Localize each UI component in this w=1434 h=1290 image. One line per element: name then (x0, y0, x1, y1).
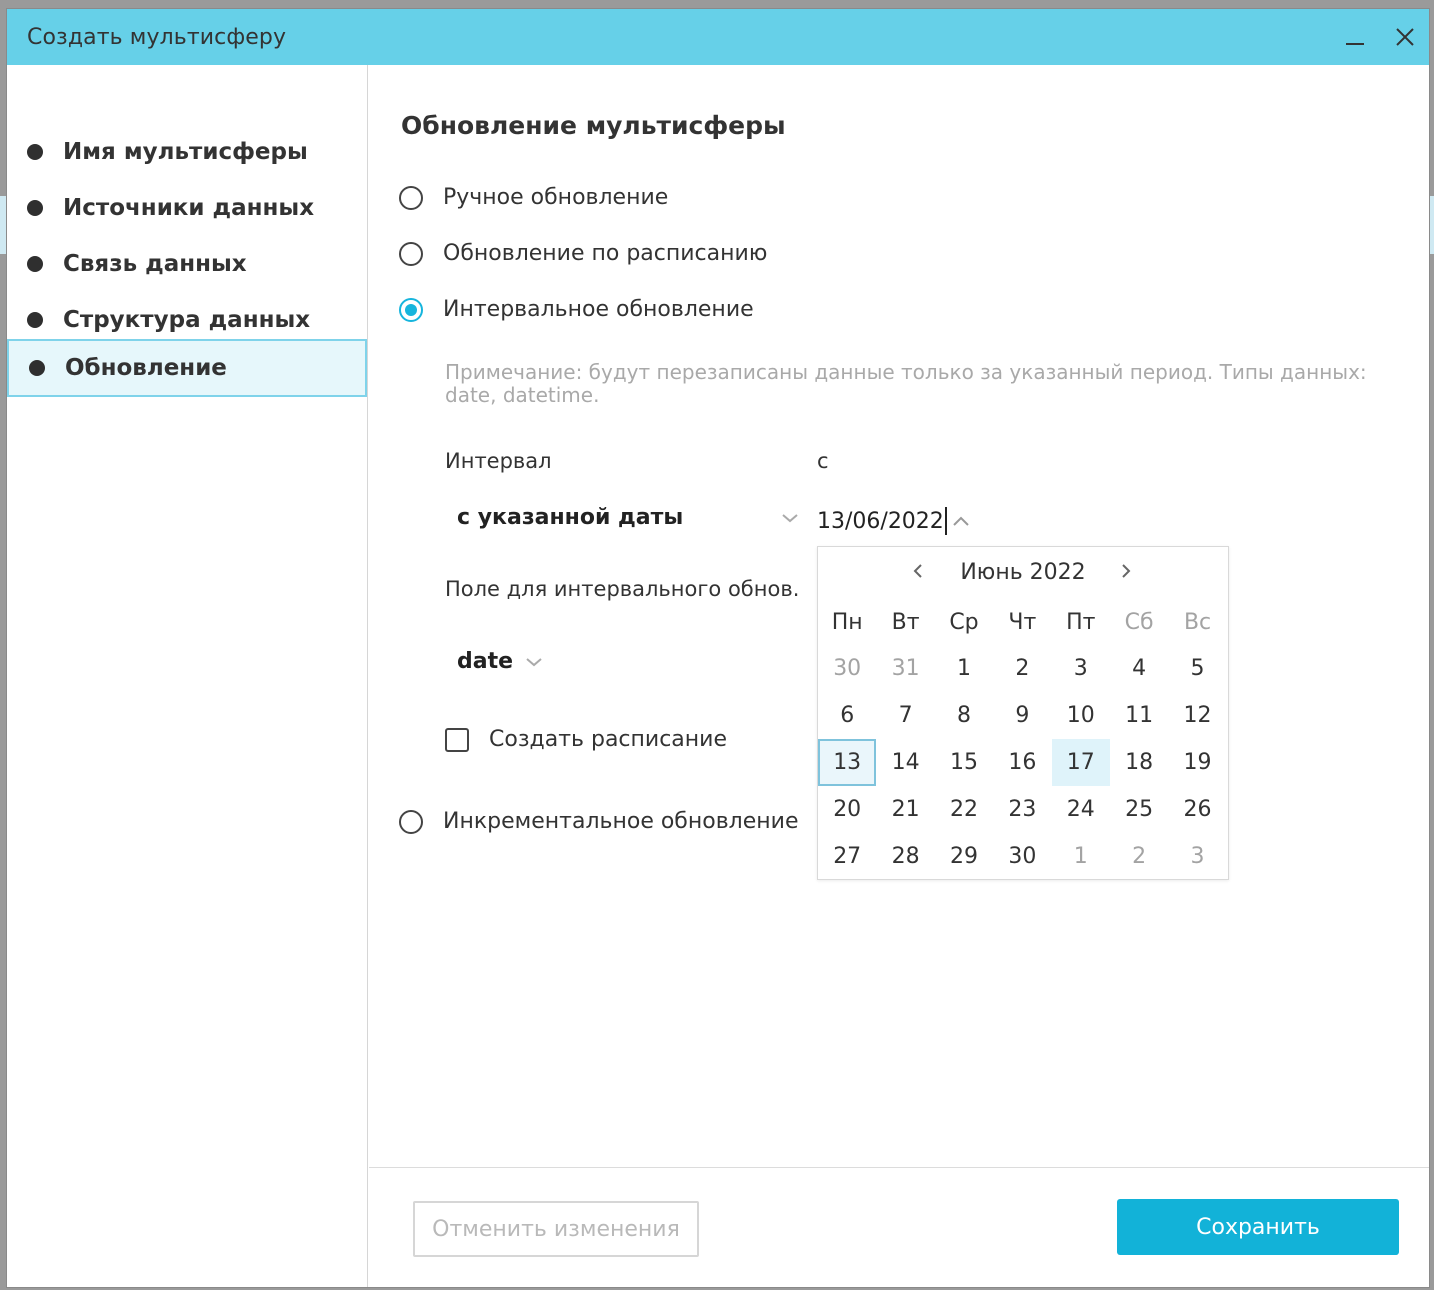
minimize-button[interactable] (1337, 19, 1373, 55)
radio-label: Инкрементальное обновление (443, 809, 799, 834)
calendar-day[interactable]: 29 (949, 844, 978, 869)
calendar-day[interactable]: 3 (1190, 844, 1205, 869)
close-icon (1395, 27, 1415, 47)
cancel-changes-button[interactable]: Отменить изменения (413, 1201, 699, 1257)
calendar-day[interactable]: 4 (1132, 656, 1147, 681)
calendar-weekday: Пн (831, 609, 863, 635)
interval-select[interactable] (457, 505, 799, 530)
calendar-weekday: Вт (891, 609, 920, 635)
calendar-day[interactable]: 21 (891, 797, 920, 822)
calendar-day[interactable]: 16 (1008, 750, 1037, 775)
save-button[interactable]: Сохранить (1117, 1199, 1399, 1255)
calendar-day[interactable]: 19 (1183, 750, 1212, 775)
step-dot-icon (27, 312, 43, 328)
radio-label: Интервальное обновление (443, 297, 754, 322)
chevron-up-icon (951, 514, 971, 528)
calendar-weekday: Ср (949, 609, 979, 635)
calendar-day-today[interactable]: 17 (1052, 739, 1110, 786)
radio-circle-icon (399, 186, 423, 210)
calendar-day[interactable]: 24 (1066, 797, 1095, 822)
sidebar-item-data-links[interactable] (7, 235, 367, 293)
interval-select-value: с указанной даты (457, 505, 684, 530)
calendar-day[interactable]: 2 (1132, 844, 1147, 869)
calendar-weekday: Чт (1008, 609, 1037, 635)
sidebar-item-label: Имя мультисферы (63, 139, 308, 165)
radio-scheduled-update[interactable] (399, 241, 767, 266)
create-schedule-checkbox[interactable] (445, 727, 727, 752)
radio-interval-update[interactable] (399, 297, 754, 322)
main-panel (369, 65, 1429, 1287)
sidebar-item-name[interactable] (7, 123, 367, 181)
step-dot-icon (27, 256, 43, 272)
calendar-day[interactable]: 1 (956, 656, 971, 681)
checkbox-label: Создать расписание (489, 727, 728, 752)
calendar-day[interactable]: 30 (1008, 844, 1037, 869)
footer-divider (369, 1167, 1429, 1168)
sidebar-item-update[interactable] (7, 339, 367, 397)
calendar-day[interactable]: 23 (1008, 797, 1037, 822)
sidebar-item-label: Источники данных (63, 195, 315, 221)
sidebar-item-label: Связь данных (63, 251, 247, 277)
calendar-day[interactable]: 8 (956, 703, 971, 728)
minimize-icon (1346, 43, 1364, 45)
field-select[interactable] (457, 649, 543, 674)
sidebar-item-data-sources[interactable] (7, 179, 367, 237)
calendar-day[interactable]: 7 (898, 703, 913, 728)
calendar-day[interactable]: 10 (1066, 703, 1095, 728)
dialog-title: Создать мультисферу (27, 25, 287, 50)
from-label: с (817, 449, 829, 473)
calendar-day[interactable]: 31 (891, 656, 920, 681)
chevron-down-icon (525, 656, 543, 668)
radio-circle-icon (399, 242, 423, 266)
step-dot-icon (29, 360, 45, 376)
interval-note: Примечание: будут перезаписаны данные только за указанный период. Типы данных: date, datetime. (445, 360, 1367, 407)
calendar-day[interactable]: 6 (840, 703, 855, 728)
steps-sidebar (7, 65, 368, 1287)
calendar-day[interactable]: 27 (833, 844, 862, 869)
interval-label: Интервал (445, 449, 552, 473)
radio-circle-icon (399, 810, 423, 834)
calendar-day[interactable]: 14 (891, 750, 920, 775)
radio-label: Ручное обновление (443, 185, 669, 210)
calendar-day[interactable]: 3 (1073, 656, 1088, 681)
radio-incremental-update[interactable] (399, 809, 799, 834)
date-input[interactable] (817, 507, 971, 535)
date-picker-calendar (817, 546, 1229, 880)
calendar-day[interactable]: 12 (1183, 703, 1212, 728)
calendar-day[interactable]: 20 (833, 797, 862, 822)
calendar-grid (818, 599, 1228, 880)
calendar-day[interactable]: 2 (1015, 656, 1030, 681)
radio-label: Обновление по расписанию (443, 241, 768, 266)
calendar-day[interactable]: 1 (1073, 844, 1088, 869)
close-button[interactable] (1387, 19, 1423, 55)
chevron-down-icon (781, 512, 799, 524)
calendar-day-selected[interactable]: 13 (818, 739, 876, 786)
calendar-day[interactable]: 9 (1015, 703, 1030, 728)
step-dot-icon (27, 200, 43, 216)
title-bar (7, 9, 1429, 65)
calendar-day[interactable]: 5 (1190, 656, 1205, 681)
sidebar-item-label: Обновление (65, 355, 227, 381)
calendar-day[interactable]: 25 (1125, 797, 1154, 822)
calendar-day[interactable]: 15 (949, 750, 978, 775)
calendar-day[interactable]: 11 (1125, 703, 1154, 728)
section-title: Обновление мультисферы (401, 111, 786, 140)
checkbox-box-icon (445, 728, 469, 752)
calendar-day[interactable]: 26 (1183, 797, 1212, 822)
radio-manual-update[interactable] (399, 185, 668, 210)
calendar-day[interactable]: 22 (949, 797, 978, 822)
text-caret (945, 507, 947, 535)
field-select-value: date (457, 649, 514, 674)
calendar-day[interactable]: 30 (833, 656, 862, 681)
interval-field-label: Поле для интервального обнов. (445, 577, 800, 601)
step-dot-icon (27, 144, 43, 160)
calendar-weekday: Сб (1124, 609, 1154, 635)
calendar-day[interactable]: 18 (1125, 750, 1154, 775)
calendar-weekday: Вс (1183, 609, 1212, 635)
create-multisphere-dialog (6, 8, 1430, 1288)
calendar-weekday: Пт (1066, 609, 1096, 635)
radio-checked-icon (399, 298, 423, 322)
date-input-value: 13/06/2022 (817, 508, 944, 534)
sidebar-item-label: Структура данных (63, 307, 311, 333)
calendar-month-label: Июнь 2022 (960, 559, 1086, 585)
calendar-day[interactable]: 28 (891, 844, 920, 869)
chevron-right-icon[interactable] (1114, 559, 1138, 583)
backdrop-strip (1430, 196, 1434, 254)
